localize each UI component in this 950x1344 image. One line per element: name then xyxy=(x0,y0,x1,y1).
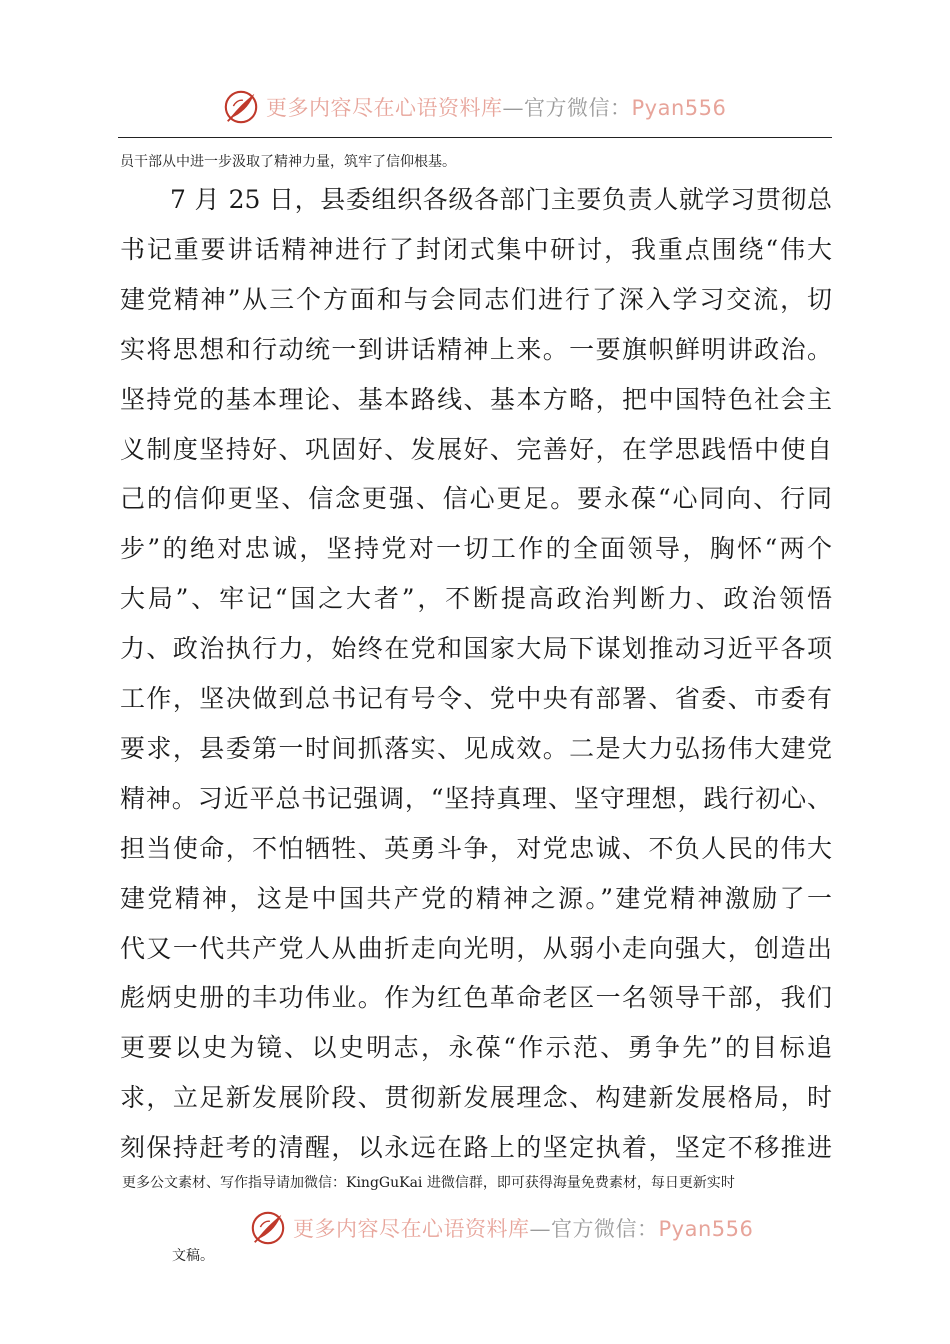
watermark-main: 更多内容尽在心语资料库 xyxy=(266,96,503,120)
body-line: 坚持党的基本理论、基本路线、基本方略，把中国特色社会主 xyxy=(120,384,832,414)
watermark-handle: Pyan556 xyxy=(631,96,727,120)
body-line: 要求，县委第一时间抓落实、见成效。二是大力弘扬伟大建党 xyxy=(120,733,832,763)
body-line: 义制度坚持好、巩固好、发展好、完善好，在学思践悟中使自 xyxy=(120,434,832,464)
watermark-dash: — xyxy=(502,96,524,120)
body-line: 工作，坚决做到总书记有号令、党中央有部署、省委、市委有 xyxy=(120,684,832,713)
watermark-handle: Pyan556 xyxy=(658,1217,754,1241)
header-watermark xyxy=(0,82,950,132)
body-line: 彪炳史册的丰功伟业。作为红色革命老区一名领导干部，我们 xyxy=(120,983,832,1013)
body-line: 大局”、牢记“国之大者”，不断提高政治判断力、政治领悟 xyxy=(120,584,832,614)
quill-logo-icon xyxy=(222,88,260,126)
watermark-official: 官方微信： xyxy=(551,1217,659,1241)
body-line: 书记重要讲话精神进行了封闭式集中研讨，我重点围绕“伟大 xyxy=(120,234,832,264)
watermark-dash: — xyxy=(529,1217,551,1241)
body-line: 实将思想和行动统一到讲话精神上来。一要旗帜鲜明讲政治。 xyxy=(120,334,832,364)
body-line: 求，立足新发展阶段、贯彻新发展理念、构建新发展格局，时 xyxy=(120,1083,832,1113)
header-divider xyxy=(118,137,832,138)
body-line: 力、政治执行力，始终在党和国家大局下谋划推动习近平各项 xyxy=(120,634,832,664)
body-line: 担当使命，不怕牺牲、英勇斗争，对党忠诚、不负人民的伟大 xyxy=(120,833,832,863)
carry-over-line: 员干部从中进一步汲取了精神力量，筑牢了信仰根基。 xyxy=(120,154,456,170)
footer-watermark xyxy=(0,1203,950,1253)
body-line: 代又一代共产党人从曲折走向光明，从弱小走向强大，创造出 xyxy=(120,933,832,963)
watermark-main: 更多内容尽在心语资料库 xyxy=(293,1217,530,1241)
watermark-text xyxy=(293,1213,753,1243)
body-line: 己的信仰更坚、信念更强、信心更足。要永葆“心同向、行同 xyxy=(120,484,832,514)
quill-logo-icon xyxy=(249,1209,287,1247)
body-line: 建党精神”从三个方面和与会同志们进行了深入学习交流，切 xyxy=(120,284,832,314)
body-line: 刻保持赶考的清醒，以永远在路上的坚定执着，坚定不移推进 xyxy=(120,1133,832,1163)
body-line: 精神。习近平总书记强调，“坚持真理、坚守理想，践行初心、 xyxy=(120,783,832,813)
body-line: 建党精神，这是中国共产党的精神之源。”建党精神激励了一 xyxy=(120,883,832,913)
watermark-official: 官方微信： xyxy=(524,96,632,120)
footer-promo-continuation: 文稿。 xyxy=(172,1248,214,1264)
body-line: 更要以史为镜、以史明志，永葆“作示范、勇争先”的目标追 xyxy=(120,1033,832,1063)
body-line: 步”的绝对忠诚，坚持党对一切工作的全面领导，胸怀“两个 xyxy=(120,534,832,564)
body-line: 7 月 25 日，县委组织各级各部门主要负责人就学习贯彻总 xyxy=(170,185,832,214)
watermark-text xyxy=(266,92,726,122)
footer-promo-line: 更多公文素材、写作指导请加微信：KingGuKai 进微信群，即可获得海量免费素材，每日更新实时 xyxy=(122,1175,735,1191)
